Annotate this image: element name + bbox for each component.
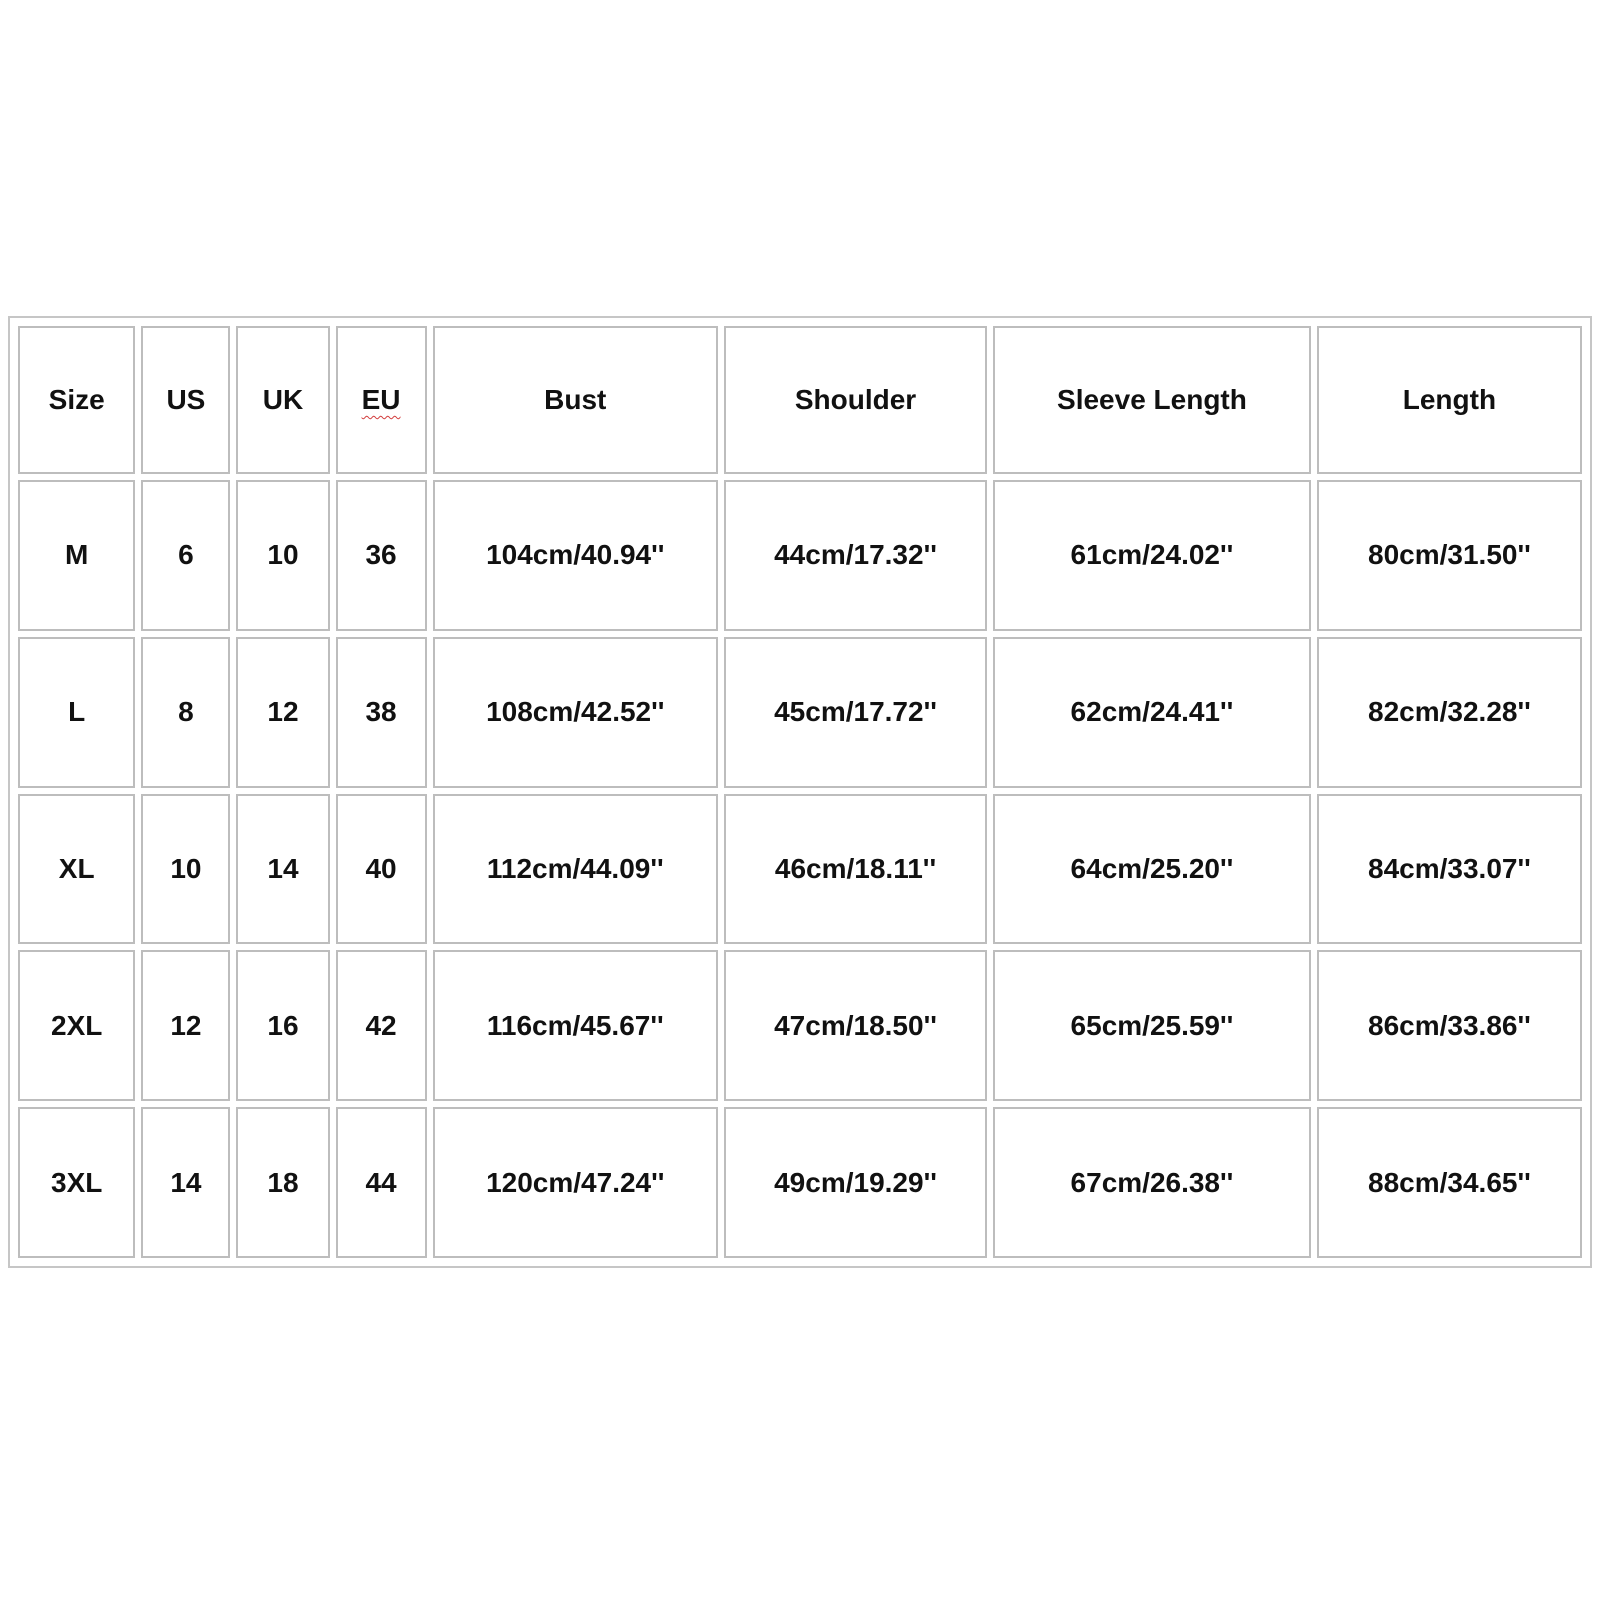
cell-eu: 36 bbox=[336, 480, 427, 631]
cell-bust: 108cm/42.52'' bbox=[433, 637, 718, 788]
header-cell-uk: UK bbox=[236, 326, 329, 474]
cell-size: XL bbox=[18, 794, 135, 945]
cell-us: 14 bbox=[141, 1107, 230, 1258]
cell-shoulder: 47cm/18.50'' bbox=[724, 950, 987, 1101]
header-cell-length: Length bbox=[1317, 326, 1582, 474]
cell-uk: 16 bbox=[236, 950, 329, 1101]
cell-length: 86cm/33.86'' bbox=[1317, 950, 1582, 1101]
cell-size: L bbox=[18, 637, 135, 788]
cell-sleeve-length: 62cm/24.41'' bbox=[993, 637, 1311, 788]
cell-us: 8 bbox=[141, 637, 230, 788]
cell-bust: 112cm/44.09'' bbox=[433, 794, 718, 945]
cell-size: 2XL bbox=[18, 950, 135, 1101]
cell-shoulder: 44cm/17.32'' bbox=[724, 480, 987, 631]
cell-eu: 42 bbox=[336, 950, 427, 1101]
header-cell-bust: Bust bbox=[433, 326, 718, 474]
header-row bbox=[18, 326, 1582, 474]
cell-bust: 104cm/40.94'' bbox=[433, 480, 718, 631]
size-chart bbox=[8, 316, 1592, 1268]
table-row bbox=[18, 480, 1582, 631]
cell-length: 80cm/31.50'' bbox=[1317, 480, 1582, 631]
cell-sleeve-length: 61cm/24.02'' bbox=[993, 480, 1311, 631]
cell-us: 12 bbox=[141, 950, 230, 1101]
cell-length: 82cm/32.28'' bbox=[1317, 637, 1582, 788]
header-cell-us: US bbox=[141, 326, 230, 474]
cell-us: 10 bbox=[141, 794, 230, 945]
cell-eu: 40 bbox=[336, 794, 427, 945]
header-cell-shoulder: Shoulder bbox=[724, 326, 987, 474]
cell-length: 84cm/33.07'' bbox=[1317, 794, 1582, 945]
header-cell-size: Size bbox=[18, 326, 135, 474]
cell-uk: 14 bbox=[236, 794, 329, 945]
cell-shoulder: 49cm/19.29'' bbox=[724, 1107, 987, 1258]
header-cell-eu bbox=[336, 326, 427, 474]
cell-shoulder: 46cm/18.11'' bbox=[724, 794, 987, 945]
cell-length: 88cm/34.65'' bbox=[1317, 1107, 1582, 1258]
cell-us: 6 bbox=[141, 480, 230, 631]
cell-sleeve-length: 64cm/25.20'' bbox=[993, 794, 1311, 945]
cell-uk: 18 bbox=[236, 1107, 329, 1258]
header-eu-label: EU bbox=[361, 384, 401, 415]
size-table bbox=[12, 320, 1588, 1264]
cell-size: 3XL bbox=[18, 1107, 135, 1258]
table-row bbox=[18, 794, 1582, 945]
table-row bbox=[18, 1107, 1582, 1258]
cell-uk: 10 bbox=[236, 480, 329, 631]
cell-uk: 12 bbox=[236, 637, 329, 788]
cell-bust: 120cm/47.24'' bbox=[433, 1107, 718, 1258]
cell-eu: 38 bbox=[336, 637, 427, 788]
cell-sleeve-length: 67cm/26.38'' bbox=[993, 1107, 1311, 1258]
cell-size: M bbox=[18, 480, 135, 631]
cell-bust: 116cm/45.67'' bbox=[433, 950, 718, 1101]
cell-shoulder: 45cm/17.72'' bbox=[724, 637, 987, 788]
cell-eu: 44 bbox=[336, 1107, 427, 1258]
header-cell-sleeve-length: Sleeve Length bbox=[993, 326, 1311, 474]
cell-sleeve-length: 65cm/25.59'' bbox=[993, 950, 1311, 1101]
table-row bbox=[18, 637, 1582, 788]
table-row bbox=[18, 950, 1582, 1101]
